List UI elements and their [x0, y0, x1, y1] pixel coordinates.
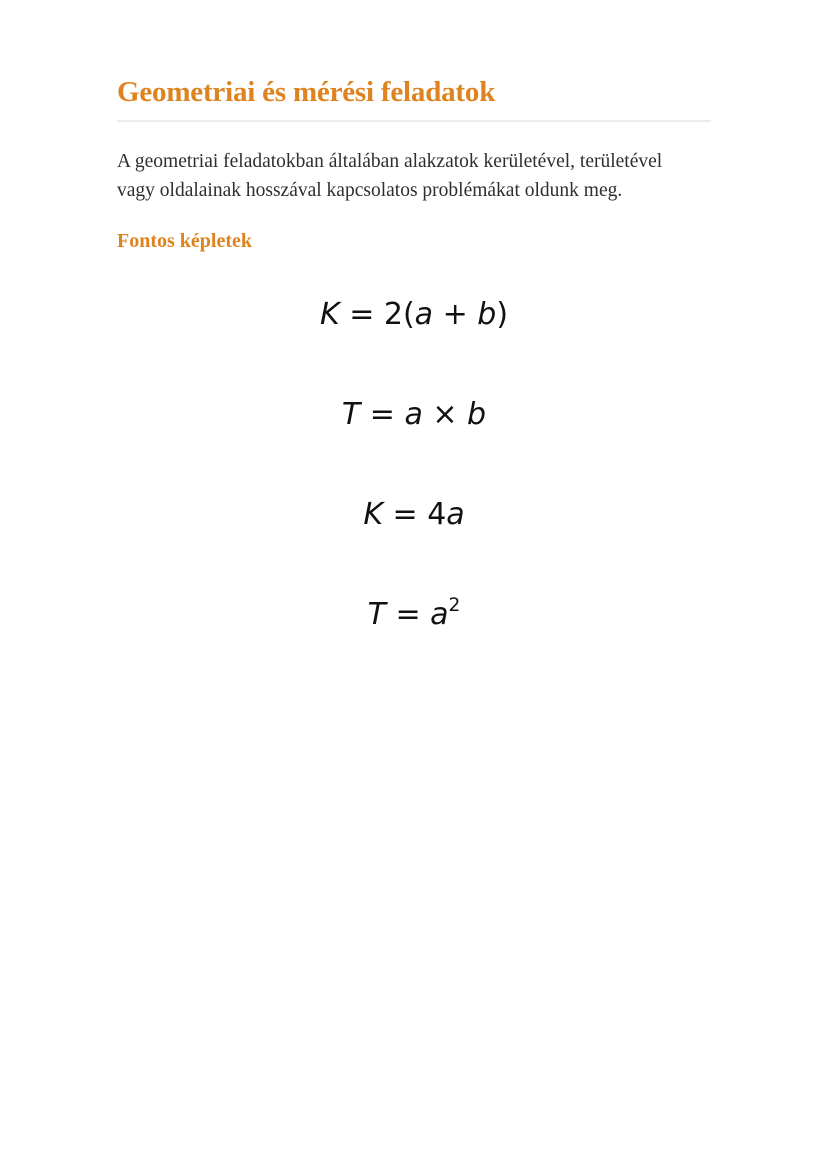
formula-square-perimeter: K = 4a	[363, 497, 465, 532]
title-divider	[117, 120, 711, 122]
formula-rectangle-area: T = a × b	[341, 397, 487, 432]
formula-list	[117, 298, 711, 632]
intro-paragraph	[117, 147, 711, 205]
intro-line-1: A geometriai feladatokban általában alakzatok kerületével, területével	[117, 151, 663, 172]
formula-square-area: $T = a^2$	[367, 594, 461, 632]
formulas-heading: Fontos képletek	[117, 230, 252, 252]
formula-rectangle-perimeter: K = 2(a + b)	[319, 297, 509, 332]
intro-line-2: vagy oldalainak hosszával kapcsolatos problémákat oldunk meg.	[117, 180, 623, 201]
page-title: Geometriai és mérési feladatok	[117, 76, 496, 108]
